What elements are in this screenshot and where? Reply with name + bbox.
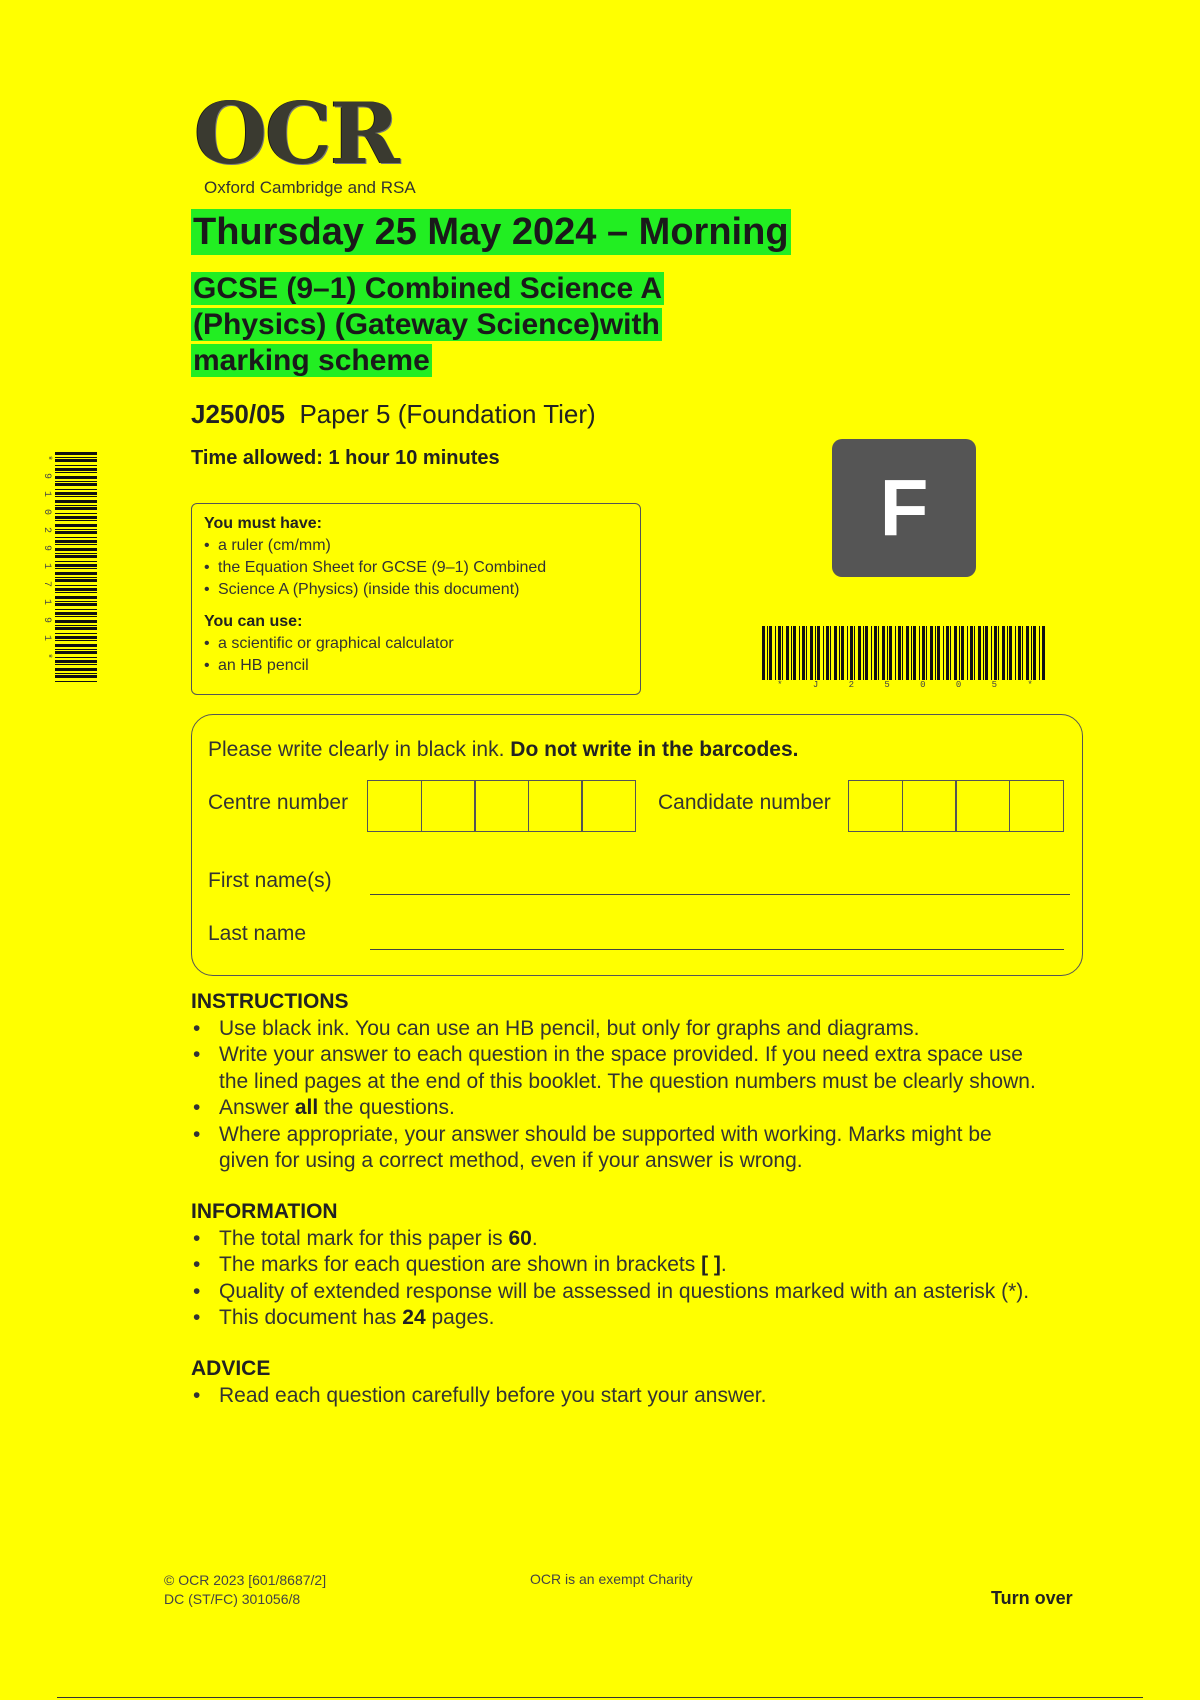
barcode-bar bbox=[887, 626, 888, 680]
barcode-bar bbox=[815, 626, 816, 680]
barcode-digit: 2 bbox=[848, 680, 855, 690]
barcode-bar bbox=[55, 476, 97, 479]
barcode-bar bbox=[55, 548, 97, 551]
barcode-bar bbox=[767, 626, 768, 680]
barcode-bar bbox=[793, 626, 796, 680]
write-clearly-note bbox=[208, 738, 799, 762]
barcode-bar bbox=[55, 483, 97, 486]
barcode-bar bbox=[55, 481, 97, 482]
barcode-bar bbox=[55, 649, 97, 650]
last-name-label: Last name bbox=[208, 922, 307, 945]
barcode-bar bbox=[895, 626, 896, 680]
centre-digit-box[interactable] bbox=[528, 780, 583, 832]
centre-digit-box[interactable] bbox=[421, 780, 476, 832]
instruction-text: given for using a correct method, even if your answer is wrong. bbox=[219, 1149, 803, 1172]
barcode-bar bbox=[911, 626, 912, 680]
barcode-bar bbox=[55, 673, 97, 674]
ocr-logo bbox=[194, 84, 434, 197]
barcode-digit: * bbox=[1027, 680, 1033, 690]
bottom-rule bbox=[57, 1697, 1143, 1698]
barcode-bar bbox=[806, 626, 807, 680]
barcode-bar bbox=[55, 505, 97, 506]
footer-copyright bbox=[164, 1571, 326, 1609]
barcode-bar bbox=[898, 626, 901, 680]
left-barcode-digits: * 9 1 0 2 9 1 7 1 9 1 * bbox=[41, 455, 52, 663]
barcode-bar bbox=[922, 626, 925, 680]
centre-number-boxes[interactable] bbox=[367, 780, 635, 832]
barcode-bar bbox=[786, 626, 789, 680]
must-have-item: • the Equation Sheet for GCSE (9–1) Combined bbox=[204, 557, 628, 579]
turn-over-label: Turn over bbox=[991, 1588, 1073, 1608]
title-line-3: marking scheme bbox=[193, 344, 430, 377]
candidate-digit-box[interactable] bbox=[902, 780, 957, 832]
barcode-bar bbox=[55, 609, 97, 610]
logo-mark: OCR bbox=[194, 84, 398, 183]
barcode-bar bbox=[55, 601, 97, 602]
barcode-bar bbox=[55, 492, 97, 495]
requirements-box bbox=[191, 503, 641, 695]
instructions-section bbox=[191, 989, 1091, 1175]
barcode-bar bbox=[782, 626, 783, 680]
barcode-bar bbox=[991, 626, 992, 680]
information-item bbox=[191, 1252, 1091, 1279]
barcode-bar bbox=[1033, 626, 1036, 680]
barcode-bar bbox=[775, 626, 776, 680]
barcode-digit: 5 bbox=[991, 680, 998, 690]
instruction-text: the lined pages at the end of this booklet. The question numbers must be clearly shown. bbox=[219, 1069, 1036, 1093]
barcode-bar bbox=[55, 531, 97, 534]
barcode-bar bbox=[778, 626, 781, 680]
barcode-bar bbox=[994, 626, 997, 680]
barcode-bar bbox=[55, 572, 97, 575]
barcode-bar bbox=[850, 626, 853, 680]
barcode-bar bbox=[55, 585, 97, 586]
barcode-bar bbox=[55, 500, 97, 503]
barcode-bar bbox=[950, 626, 951, 680]
information-heading: INFORMATION bbox=[191, 1200, 338, 1223]
barcode-bar bbox=[810, 626, 813, 680]
barcode-bar bbox=[967, 626, 968, 680]
candidate-digit-box[interactable] bbox=[848, 780, 903, 832]
candidate-number-boxes[interactable] bbox=[848, 780, 1062, 832]
barcode-bar bbox=[826, 626, 829, 680]
barcode-bar bbox=[55, 660, 97, 663]
first-name-field[interactable] bbox=[370, 894, 1070, 895]
barcode-bar bbox=[55, 459, 97, 462]
information-item: • Quality of extended response will be assessed in questions marked with an asterisk (*). bbox=[191, 1279, 1091, 1306]
time-allowed: Time allowed: 1 hour 10 minutes bbox=[191, 447, 500, 469]
right-barcode bbox=[762, 626, 1048, 680]
barcode-bar bbox=[961, 626, 964, 680]
barcode-bar bbox=[55, 520, 97, 521]
logo-tagline: Oxford Cambridge and RSA bbox=[204, 178, 416, 197]
barcode-bar bbox=[55, 457, 97, 458]
last-name-field[interactable] bbox=[370, 949, 1064, 950]
barcode-bar bbox=[834, 626, 837, 680]
brackets-symbol: [ ] bbox=[701, 1253, 721, 1276]
barcode-bar bbox=[858, 626, 861, 680]
write-clearly-text: Please write clearly in black ink. bbox=[208, 738, 505, 761]
barcode-bar bbox=[55, 537, 97, 538]
tier-badge: F bbox=[832, 439, 976, 577]
advice-section bbox=[191, 1356, 1091, 1409]
barcode-bar bbox=[878, 626, 879, 680]
barcode-bar bbox=[830, 626, 831, 680]
barcode-digit: 0 bbox=[955, 680, 962, 690]
instruction-item: • Use black ink. You can use an HB pencil, but only for graphs and diagrams. bbox=[191, 1016, 1091, 1043]
barcode-bar bbox=[943, 626, 944, 680]
barcode-bar bbox=[55, 675, 97, 678]
instruction-item bbox=[191, 1095, 1091, 1122]
advice-item: • Read each question carefully before you start your answer. bbox=[191, 1383, 1091, 1410]
barcode-bar bbox=[913, 626, 916, 680]
barcode-bar bbox=[55, 524, 97, 527]
title-line-2: (Physics) (Gateway Science)with bbox=[193, 308, 660, 341]
barcode-bar bbox=[55, 625, 97, 626]
no-barcode-warning: Do not write in the barcodes. bbox=[510, 738, 799, 761]
barcode-bar bbox=[55, 468, 97, 471]
instruction-text: Write your answer to each question in the space provided. If you need extra space use bbox=[219, 1043, 1023, 1066]
candidate-number-label: Candidate number bbox=[658, 791, 831, 814]
barcode-bar bbox=[55, 681, 97, 682]
barcode-bar bbox=[906, 626, 909, 680]
barcode-bar bbox=[55, 489, 97, 490]
barcode-bar bbox=[55, 627, 97, 630]
barcode-bar bbox=[1042, 626, 1045, 680]
total-marks: 60 bbox=[508, 1226, 532, 1250]
barcode-bar bbox=[55, 651, 97, 654]
instruction-item bbox=[191, 1122, 1091, 1175]
instruction-text: the questions. bbox=[318, 1096, 455, 1119]
exam-date: Thursday 25 May 2024 – Morning bbox=[193, 211, 789, 253]
candidate-digit-box[interactable] bbox=[1009, 780, 1064, 832]
barcode-bar bbox=[954, 626, 957, 680]
barcode-bar bbox=[55, 564, 97, 567]
instruction-emphasis: all bbox=[294, 1096, 319, 1119]
barcode-bar bbox=[55, 555, 97, 558]
barcode-bar bbox=[1022, 626, 1023, 680]
barcode-bar bbox=[55, 544, 97, 545]
barcode-bar bbox=[55, 561, 97, 562]
advice-heading: ADVICE bbox=[191, 1357, 271, 1380]
barcode-bar bbox=[847, 626, 848, 680]
barcode-digit: J bbox=[812, 680, 819, 690]
barcode-bar bbox=[919, 626, 920, 680]
barcode-bar bbox=[55, 603, 97, 606]
barcode-bar bbox=[55, 596, 97, 599]
barcode-bar bbox=[55, 472, 97, 473]
information-text: The total mark for this paper is bbox=[219, 1226, 509, 1250]
paper-name: Paper 5 (Foundation Tier) bbox=[299, 399, 596, 429]
information-item bbox=[191, 1305, 1091, 1332]
can-use-item: • a scientific or graphical calculator bbox=[204, 633, 628, 655]
information-item bbox=[191, 1226, 1091, 1253]
barcode-digit: 0 bbox=[920, 680, 926, 690]
must-have-item-continued: • Science A (Physics) (inside this document) bbox=[204, 579, 628, 601]
barcode-digit: 5 bbox=[884, 680, 890, 690]
paper-code-line bbox=[191, 399, 596, 430]
document-code: DC (ST/FC) 301056/8 bbox=[164, 1591, 301, 1607]
barcode-bar bbox=[55, 507, 97, 510]
charity-note: OCR is an exempt Charity bbox=[530, 1571, 693, 1587]
barcode-bar bbox=[55, 529, 97, 530]
centre-digit-box[interactable] bbox=[474, 780, 529, 832]
centre-number-label: Centre number bbox=[208, 791, 349, 814]
barcode-bar bbox=[55, 553, 97, 554]
must-have-heading: You must have: bbox=[204, 515, 322, 532]
barcode-bar bbox=[882, 626, 885, 680]
page-count: 24 bbox=[402, 1306, 426, 1329]
barcode-bar bbox=[902, 626, 903, 680]
can-use-heading: You can use: bbox=[204, 613, 303, 630]
barcode-bar bbox=[55, 612, 97, 615]
barcode-bar bbox=[1015, 626, 1016, 680]
barcode-bar bbox=[1007, 626, 1008, 680]
information-text: The marks for each question are shown in brackets bbox=[219, 1253, 702, 1276]
can-use-item: • an HB pencil bbox=[204, 655, 628, 677]
information-section bbox=[191, 1199, 1091, 1332]
barcode-bar bbox=[974, 626, 975, 680]
barcode-bar bbox=[841, 626, 844, 680]
barcode-bar bbox=[935, 626, 936, 680]
barcode-bar bbox=[55, 496, 97, 497]
barcode-bar bbox=[839, 626, 840, 680]
barcode-bar bbox=[55, 620, 97, 623]
barcode-bar bbox=[55, 636, 97, 639]
barcode-bar bbox=[998, 626, 999, 680]
barcode-bar bbox=[889, 626, 892, 680]
must-have-item: • a ruler (cm/mm) bbox=[204, 535, 628, 557]
barcode-bar bbox=[55, 640, 97, 641]
barcode-bar bbox=[1009, 626, 1012, 680]
barcode-bar bbox=[1002, 626, 1005, 680]
information-text: This document has bbox=[219, 1306, 403, 1329]
barcode-bar bbox=[1018, 626, 1021, 680]
barcode-bar bbox=[55, 664, 97, 665]
information-text: . bbox=[720, 1253, 727, 1276]
barcode-bar bbox=[959, 626, 960, 680]
barcode-bar bbox=[930, 626, 933, 680]
barcode-bar bbox=[863, 626, 864, 680]
information-text: . bbox=[531, 1226, 538, 1250]
barcode-bar bbox=[978, 626, 981, 680]
barcode-bar bbox=[985, 626, 988, 680]
barcode-bar bbox=[970, 626, 973, 680]
barcode-bar bbox=[55, 592, 97, 593]
barcode-bar bbox=[55, 616, 97, 617]
barcode-bar bbox=[55, 513, 97, 514]
barcode-bar bbox=[946, 626, 949, 680]
barcode-bar bbox=[1031, 626, 1032, 680]
barcode-bar bbox=[55, 579, 97, 582]
barcode-bar bbox=[823, 626, 824, 680]
barcode-bar bbox=[762, 626, 765, 680]
barcode-bar bbox=[55, 657, 97, 658]
barcode-bar bbox=[791, 626, 792, 680]
barcode-bar bbox=[55, 668, 97, 671]
exam-title bbox=[191, 271, 711, 379]
centre-digit-box[interactable] bbox=[367, 780, 422, 832]
centre-digit-box[interactable] bbox=[581, 780, 636, 832]
information-text: pages. bbox=[425, 1306, 495, 1329]
barcode-bar bbox=[55, 633, 97, 634]
instructions-heading: INSTRUCTIONS bbox=[191, 990, 349, 1013]
barcode-bar bbox=[871, 626, 872, 680]
barcode-bar bbox=[55, 516, 97, 519]
barcode-bar bbox=[55, 452, 97, 455]
barcode-bar bbox=[55, 568, 97, 569]
right-barcode-digits bbox=[762, 680, 1048, 690]
barcode-bar bbox=[874, 626, 877, 680]
barcode-digit: * bbox=[777, 680, 783, 690]
barcode-bar bbox=[926, 626, 927, 680]
barcode-bar bbox=[769, 626, 772, 680]
barcode-bar bbox=[817, 626, 820, 680]
barcode-bar bbox=[55, 540, 97, 543]
candidate-digit-box[interactable] bbox=[955, 780, 1010, 832]
paper-code: J250/05 bbox=[191, 399, 285, 429]
instruction-text: Where appropriate, your answer should be supported with working. Marks might be bbox=[219, 1122, 992, 1146]
barcode-bar bbox=[854, 626, 855, 680]
left-barcode bbox=[55, 452, 97, 684]
barcode-bar bbox=[865, 626, 868, 680]
barcode-bar bbox=[55, 465, 97, 466]
instruction-text: Answer bbox=[219, 1096, 295, 1119]
first-name-label: First name(s) bbox=[208, 869, 332, 892]
barcode-bar bbox=[799, 626, 800, 680]
barcode-bar bbox=[55, 588, 97, 591]
barcode-bar bbox=[55, 644, 97, 647]
copyright-text: © OCR 2023 [601/8687/2] bbox=[164, 1572, 327, 1588]
barcode-bar bbox=[802, 626, 805, 680]
barcode-bar bbox=[1039, 626, 1040, 680]
title-line-1: GCSE (9–1) Combined Science A bbox=[193, 272, 663, 305]
barcode-bar bbox=[1026, 626, 1029, 680]
instruction-item bbox=[191, 1042, 1091, 1095]
barcode-bar bbox=[55, 577, 97, 578]
barcode-bar bbox=[983, 626, 984, 680]
barcode-bar bbox=[937, 626, 940, 680]
